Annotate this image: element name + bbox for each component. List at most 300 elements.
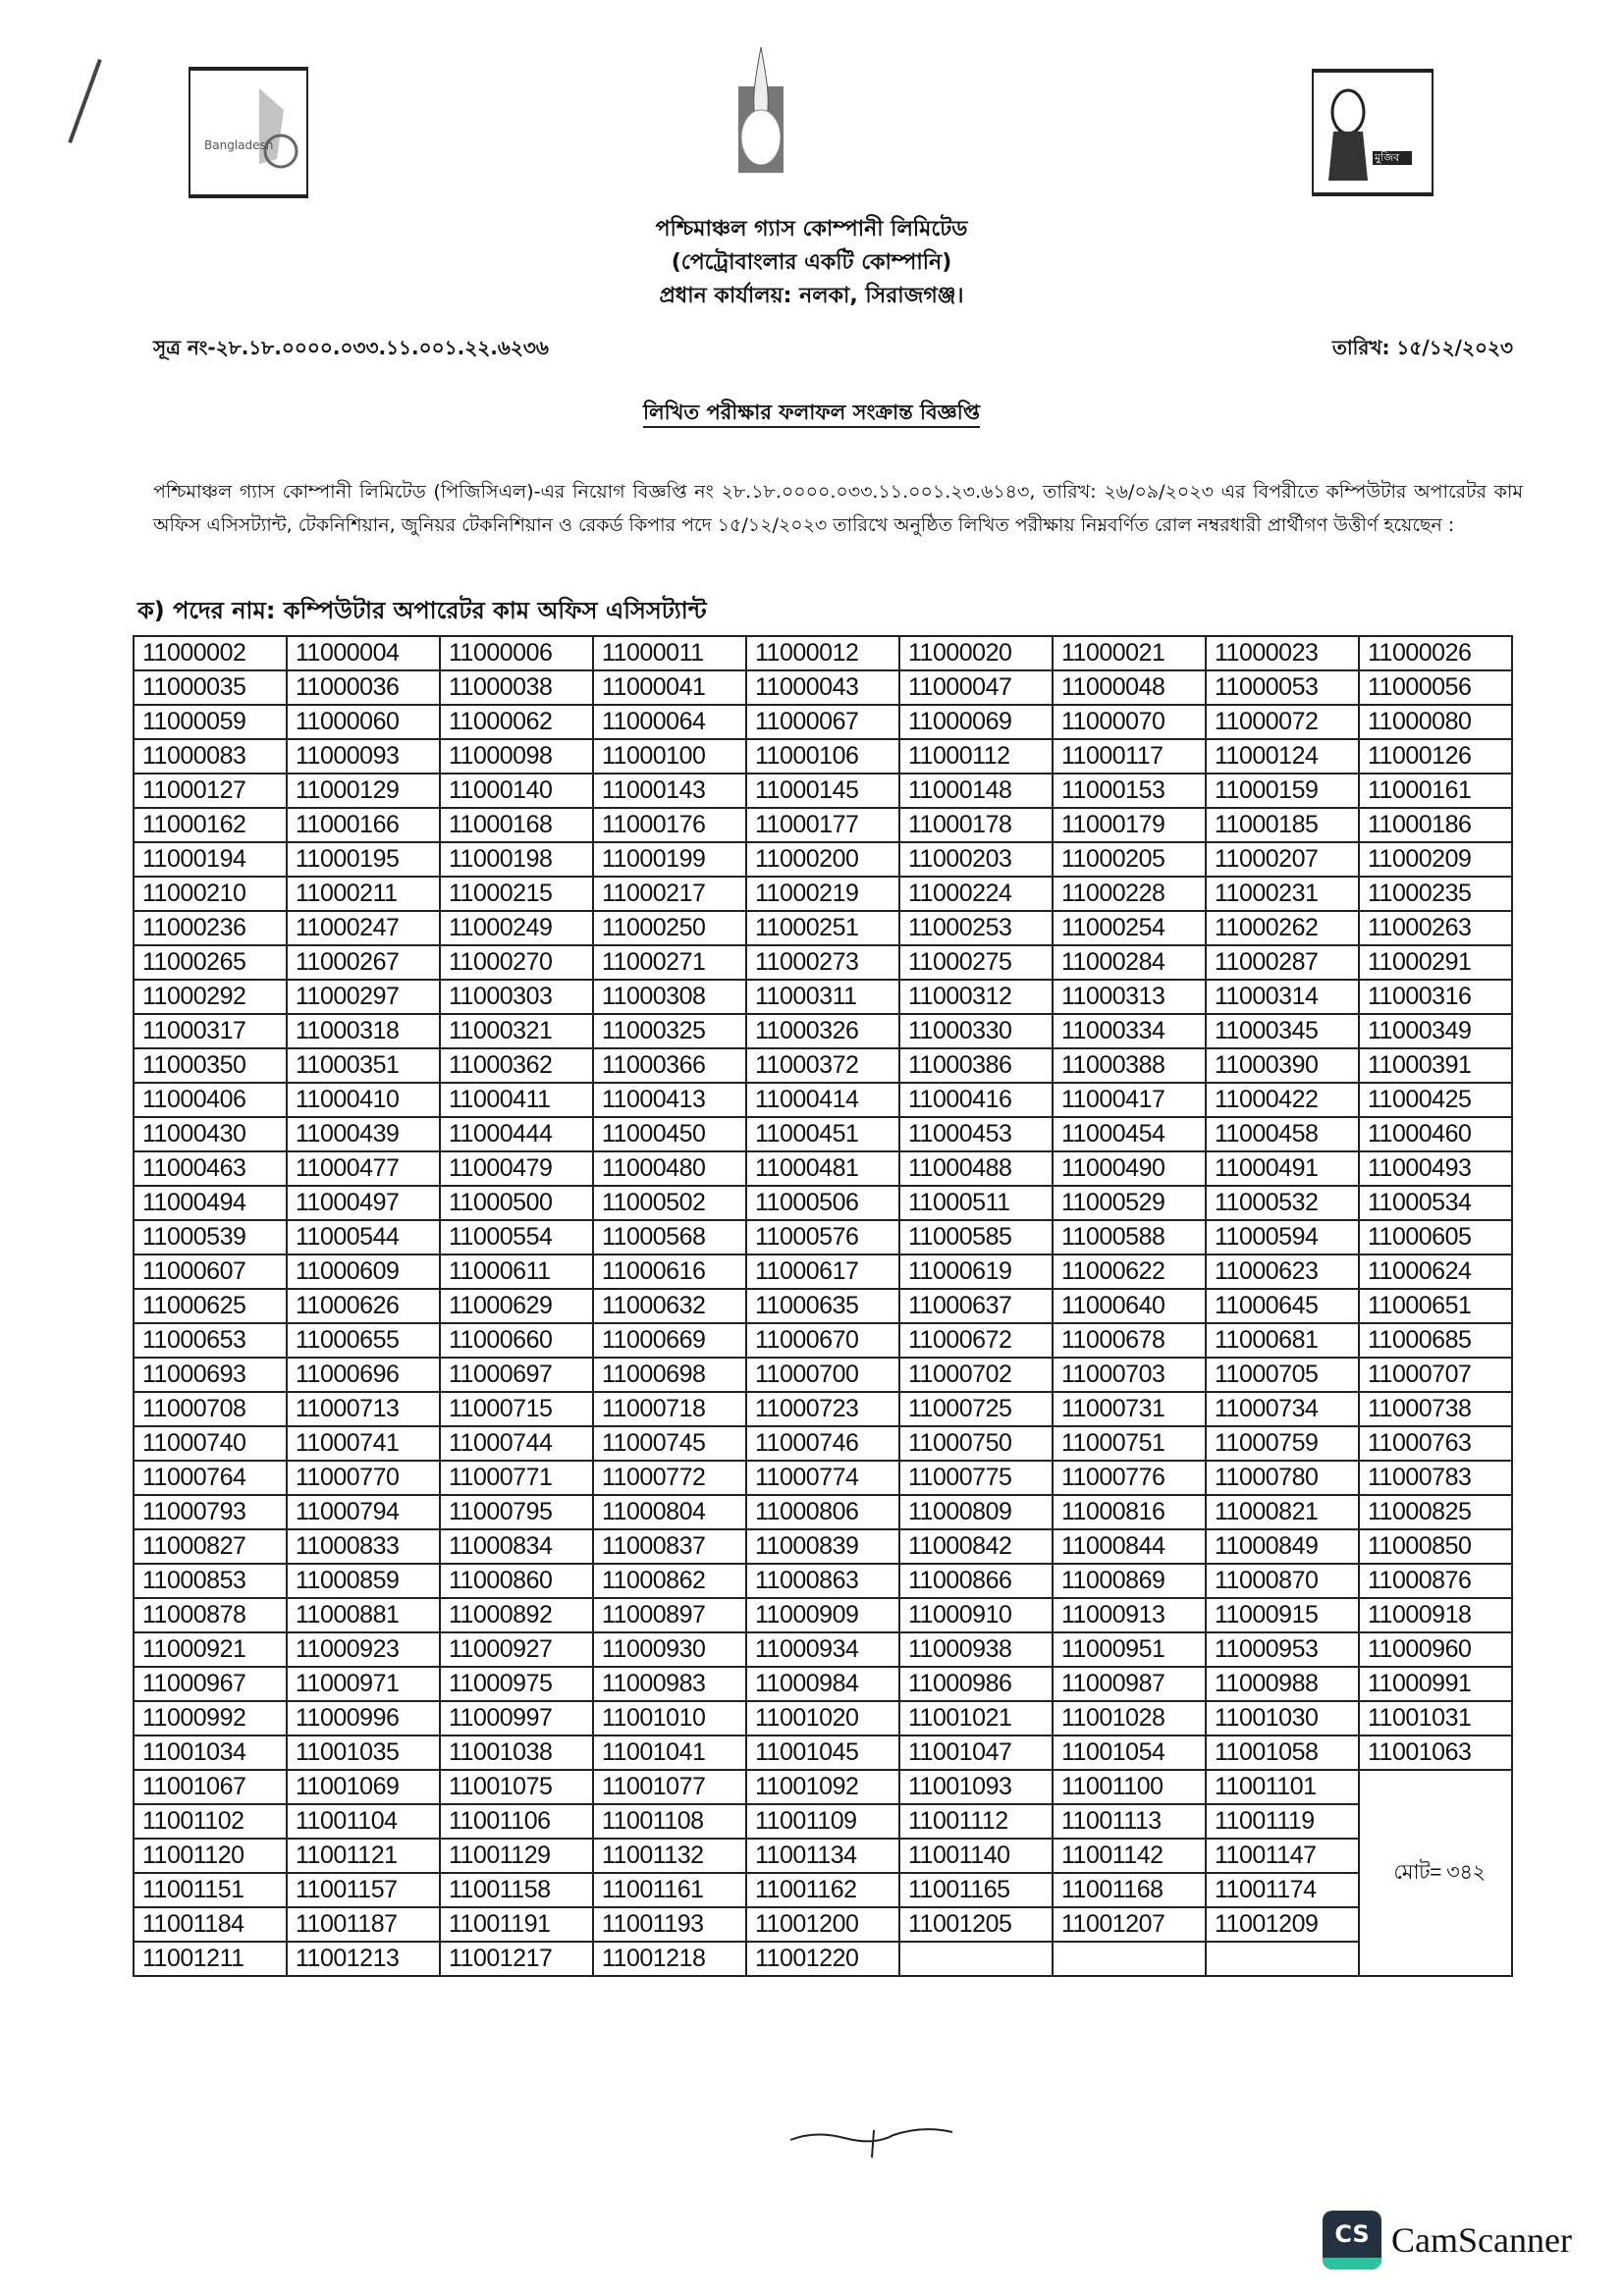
notice-title-text: লিখিত পরীক্ষার ফলাফল সংক্রান্ত বিজ্ঞপ্তি [643,400,980,428]
table-row [134,1839,1512,1873]
roll-cell: 11000143 [593,774,746,808]
roll-cell: 11000488 [899,1151,1053,1186]
roll-cell: 11001045 [746,1735,899,1770]
table-row [134,1255,1512,1289]
table-row [134,1735,1512,1770]
roll-cell: 11000411 [440,1083,593,1117]
roll-cell: 11000254 [1053,911,1206,945]
roll-cell: 11000350 [134,1048,287,1083]
roll-cell: 11001220 [746,1942,899,1976]
roll-cell: 11000129 [287,774,440,808]
roll-cell: 11000740 [134,1426,287,1461]
roll-cell: 11001168 [1053,1873,1206,1907]
roll-cell: 11000723 [746,1392,899,1426]
table-row [134,1048,1512,1083]
roll-cell: 11000938 [899,1632,1053,1667]
roll-cell: 11000069 [899,705,1053,739]
roll-cell: 11000734 [1206,1392,1359,1426]
table-row [134,1632,1512,1667]
roll-cell: 11000975 [440,1667,593,1701]
roll-cell: 11000386 [899,1048,1053,1083]
roll-cell: 11000881 [287,1598,440,1632]
roll-cell: 11000672 [899,1323,1053,1358]
table-row [134,1117,1512,1151]
roll-cell: 11001010 [593,1701,746,1735]
roll-cell: 11000669 [593,1323,746,1358]
roll-cell: 11000070 [1053,705,1206,739]
roll-cell: 11000923 [287,1632,440,1667]
roll-cell: 11001077 [593,1770,746,1804]
roll-cell: 11001108 [593,1804,746,1839]
roll-cell: 11000696 [287,1358,440,1392]
roll-cell: 11000529 [1053,1186,1206,1220]
roll-cell: 11000793 [134,1495,287,1529]
roll-cell: 11001162 [746,1873,899,1907]
table-row [134,808,1512,842]
roll-cell: 11000422 [1206,1083,1359,1117]
table-row [134,739,1512,774]
roll-cell: 11000827 [134,1529,287,1564]
roll-cell: 11000334 [1053,1014,1206,1048]
roll-cell [1206,1942,1359,1976]
roll-cell: 11000821 [1206,1495,1359,1529]
camscanner-label: CamScanner [1391,2220,1572,2260]
roll-cell: 11001187 [287,1907,440,1942]
roll-cell: 11000750 [899,1426,1053,1461]
roll-cell: 11000372 [746,1048,899,1083]
table-row [134,1186,1512,1220]
roll-cell: 11000477 [287,1151,440,1186]
roll-cell: 11000770 [287,1461,440,1495]
roll-cell: 11000772 [593,1461,746,1495]
roll-cell: 11000616 [593,1255,746,1289]
table-row [134,1083,1512,1117]
roll-cell: 11001129 [440,1839,593,1873]
roll-cell: 11000617 [746,1255,899,1289]
roll-cell: 11000731 [1053,1392,1206,1426]
table-row [134,1701,1512,1735]
roll-cell: 11001157 [287,1873,440,1907]
roll-cell: 11000878 [134,1598,287,1632]
table-row [134,1770,1512,1804]
roll-cell: 11000771 [440,1461,593,1495]
roll-cell: 11000127 [134,774,287,808]
roll-cell: 11000106 [746,739,899,774]
roll-cell: 11000217 [593,877,746,911]
roll-cell: 11000112 [899,739,1053,774]
roll-cell: 11000725 [899,1392,1053,1426]
roll-cell: 11000215 [440,877,593,911]
notice-date: তারিখ: ১৫/১২/২০২৩ [1331,336,1513,359]
roll-cell: 11001174 [1206,1873,1359,1907]
roll-cell: 11000176 [593,808,746,842]
roll-cell: 11000388 [1053,1048,1206,1083]
roll-cell: 11001113 [1053,1804,1206,1839]
roll-cell: 11000463 [134,1151,287,1186]
roll-cell: 11000318 [287,1014,440,1048]
roll-cell: 11000178 [899,808,1053,842]
roll-cell: 11000166 [287,808,440,842]
roll-cell: 11000971 [287,1667,440,1701]
roll-cell: 11000292 [134,980,287,1014]
roll-cell: 11000707 [1359,1358,1512,1392]
roll-cell: 11000067 [746,705,899,739]
roll-cell: 11001112 [899,1804,1053,1839]
signature [785,2120,982,2160]
roll-cell: 11001058 [1206,1735,1359,1770]
roll-cell: 11001100 [1053,1770,1206,1804]
roll-cell: 11000850 [1359,1529,1512,1564]
roll-cell: 11000236 [134,911,287,945]
roll-cell: 11000262 [1206,911,1359,945]
roll-cell: 11000481 [746,1151,899,1186]
roll-cell: 11000910 [899,1598,1053,1632]
roll-cell: 11000185 [1206,808,1359,842]
table-row [134,705,1512,739]
roll-cell: 11001161 [593,1873,746,1907]
table-row [134,774,1512,808]
table-row [134,877,1512,911]
roll-cell: 11000316 [1359,980,1512,1014]
roll-cell: 11000685 [1359,1323,1512,1358]
roll-cell: 11000291 [1359,945,1512,980]
roll-cell: 11000064 [593,705,746,739]
roll-cell: 11000490 [1053,1151,1206,1186]
roll-cell: 11000783 [1359,1461,1512,1495]
roll-cell: 11000918 [1359,1598,1512,1632]
roll-cell [1053,1942,1206,1976]
table-row [134,1392,1512,1426]
roll-cell: 11000576 [746,1220,899,1255]
roll-cell: 11000450 [593,1117,746,1151]
roll-cell: 11000053 [1206,670,1359,705]
roll-cell: 11000655 [287,1323,440,1358]
roll-cell: 11000745 [593,1426,746,1461]
roll-cell: 11000930 [593,1632,746,1667]
table-row [134,1323,1512,1358]
roll-cell: 11000203 [899,842,1053,877]
roll-cell: 11000207 [1206,842,1359,877]
roll-cell: 11000270 [440,945,593,980]
roll-cell: 11000317 [134,1014,287,1048]
table-row [134,1598,1512,1632]
roll-cell: 11000036 [287,670,440,705]
roll-cell: 11001063 [1359,1735,1512,1770]
camscanner-watermark [1323,2211,1572,2269]
roll-cell: 11000047 [899,670,1053,705]
roll-cell: 11000763 [1359,1426,1512,1461]
roll-cell: 11000200 [746,842,899,877]
roll-cell: 11000738 [1359,1392,1512,1426]
roll-cell: 11001119 [1206,1804,1359,1839]
roll-cell: 11000186 [1359,808,1512,842]
roll-cell: 11000741 [287,1426,440,1461]
roll-cell: 11000594 [1206,1220,1359,1255]
notice-title [0,397,1623,431]
roll-cell: 11000585 [899,1220,1053,1255]
roll-cell: 11000414 [746,1083,899,1117]
table-row [134,980,1512,1014]
roll-cell: 11000080 [1359,705,1512,739]
roll-cell: 11000043 [746,670,899,705]
roll-cell: 11000194 [134,842,287,877]
roll-cell: 11000249 [440,911,593,945]
roll-cell: 11000219 [746,877,899,911]
roll-cell: 11001109 [746,1804,899,1839]
roll-cell: 11000833 [287,1529,440,1564]
table-row [134,1426,1512,1461]
table-row [134,1907,1512,1942]
roll-cell: 11000626 [287,1289,440,1323]
roll-cell: 11000345 [1206,1014,1359,1048]
total-count: মোট= ৩৪২ [1359,1770,1512,1976]
roll-cell: 11000746 [746,1426,899,1461]
roll-cell: 11000312 [899,980,1053,1014]
roll-cell: 11000806 [746,1495,899,1529]
roll-cell: 11001121 [287,1839,440,1873]
roll-cell: 11000308 [593,980,746,1014]
roll-cell: 11000892 [440,1598,593,1632]
logo-right-label: মুজিব [1375,151,1400,164]
roll-cell: 11001151 [134,1873,287,1907]
roll-cell: 11001069 [287,1770,440,1804]
roll-cell: 11000444 [440,1117,593,1151]
roll-cell: 11000454 [1053,1117,1206,1151]
roll-cell: 11000703 [1053,1358,1206,1392]
roll-cell: 11000632 [593,1289,746,1323]
org-name: পশ্চিমাঞ্চল গ্যাস কোম্পানী লিমিটেড [655,217,968,241]
roll-cell: 11000205 [1053,842,1206,877]
roll-cell: 11000479 [440,1151,593,1186]
roll-cell: 11000284 [1053,945,1206,980]
roll-cell: 11000451 [746,1117,899,1151]
roll-cell: 11000413 [593,1083,746,1117]
roll-cell: 11000697 [440,1358,593,1392]
roll-cell: 11000048 [1053,670,1206,705]
roll-cell: 11000251 [746,911,899,945]
roll-cell: 11001047 [899,1735,1053,1770]
roll-cell: 11000168 [440,808,593,842]
roll-cell: 11000622 [1053,1255,1206,1289]
logo-left-label: Bangladesh [204,138,274,152]
roll-cell: 11000177 [746,808,899,842]
roll-cell: 11000500 [440,1186,593,1220]
roll-cell: 11000012 [746,636,899,670]
roll-cell: 11000351 [287,1048,440,1083]
roll-cell: 11000210 [134,877,287,911]
roll-cell: 11000209 [1359,842,1512,877]
roll-cell: 11000774 [746,1461,899,1495]
roll-cell: 11001132 [593,1839,746,1873]
roll-cell: 11000670 [746,1323,899,1358]
roll-cell: 11001147 [1206,1839,1359,1873]
roll-cell: 11000645 [1206,1289,1359,1323]
roll-cell: 11001120 [134,1839,287,1873]
roll-cell: 11000986 [899,1667,1053,1701]
roll-cell: 11000705 [1206,1358,1359,1392]
roll-cell: 11000744 [440,1426,593,1461]
roll-cell: 11000532 [1206,1186,1359,1220]
roll-cell: 11001218 [593,1942,746,1976]
roll-cell: 11000098 [440,739,593,774]
org-subtitle: (পেট্রোবাংলার একটি কোম্পানি) [671,250,952,275]
roll-cell: 11000804 [593,1495,746,1529]
roll-cell: 11000273 [746,945,899,980]
roll-cell: 11000179 [1053,808,1206,842]
roll-cell: 11000544 [287,1220,440,1255]
roll-cell: 11000020 [899,636,1053,670]
roll-cell: 11000909 [746,1598,899,1632]
roll-cell: 11000700 [746,1358,899,1392]
roll-cell: 11000991 [1359,1667,1512,1701]
roll-cell: 11001142 [1053,1839,1206,1873]
roll-cell: 11000267 [287,945,440,980]
roll-cell: 11000605 [1359,1220,1512,1255]
roll-cell: 11000842 [899,1529,1053,1564]
roll-cell: 11001211 [134,1942,287,1976]
roll-cell: 11000759 [1206,1426,1359,1461]
roll-cell: 11000126 [1359,739,1512,774]
roll-cell: 11000072 [1206,705,1359,739]
roll-cell: 11000708 [134,1392,287,1426]
roll-cell: 11000366 [593,1048,746,1083]
roll-cell: 11000362 [440,1048,593,1083]
roll-cell: 11000314 [1206,980,1359,1014]
roll-cell: 11000713 [287,1392,440,1426]
roll-cell: 11001193 [593,1907,746,1942]
roll-cell: 11000038 [440,670,593,705]
table-row [134,1873,1512,1907]
roll-cell: 11000021 [1053,636,1206,670]
roll-cell: 11000506 [746,1186,899,1220]
roll-cell: 11000987 [1053,1667,1206,1701]
roll-cell: 11000247 [287,911,440,945]
roll-cell: 11000693 [134,1358,287,1392]
roll-cell: 11000853 [134,1564,287,1598]
roll-cell: 11001035 [287,1735,440,1770]
roll-cell: 11001101 [1206,1770,1359,1804]
roll-cell: 11001165 [899,1873,1053,1907]
roll-cell: 11001213 [287,1942,440,1976]
roll-cell: 11000321 [440,1014,593,1048]
roll-cell: 11000795 [440,1495,593,1529]
roll-cell: 11000330 [899,1014,1053,1048]
roll-cell: 11000390 [1206,1048,1359,1083]
roll-cell: 11000263 [1359,911,1512,945]
roll-cell: 11000265 [134,945,287,980]
roll-cell: 11000460 [1359,1117,1512,1151]
roll-cell: 11000271 [593,945,746,980]
camscanner-icon: CS [1323,2211,1381,2269]
roll-cell: 11000453 [899,1117,1053,1151]
roll-cell: 11001200 [746,1907,899,1942]
roll-cell: 11000439 [287,1117,440,1151]
roll-cell: 11000996 [287,1701,440,1735]
roll-cell: 11000416 [899,1083,1053,1117]
roll-cell: 11000480 [593,1151,746,1186]
roll-cell: 11000391 [1359,1048,1512,1083]
roll-cell: 11000988 [1206,1667,1359,1701]
roll-cell: 11000718 [593,1392,746,1426]
roll-cell: 11001134 [746,1839,899,1873]
roll-cell: 11001104 [287,1804,440,1839]
roll-cell: 11000224 [899,877,1053,911]
roll-cell: 11000004 [287,636,440,670]
roll-cell: 11000876 [1359,1564,1512,1598]
roll-cell: 11000651 [1359,1289,1512,1323]
roll-cell: 11000250 [593,911,746,945]
roll-cell: 11000417 [1053,1083,1206,1117]
table-row [134,1289,1512,1323]
roll-cell: 11000511 [899,1186,1053,1220]
roll-cell: 11000311 [746,980,899,1014]
roll-cell: 11000425 [1359,1083,1512,1117]
roll-cell: 11000678 [1053,1323,1206,1358]
post-title: ক) পদের নাম: কম্পিউটার অপারেটর কাম অফিস এসিসট্যান্ট [137,597,707,624]
roll-cell: 11000780 [1206,1461,1359,1495]
roll-cell: 11001140 [899,1839,1053,1873]
roll-cell: 11000623 [1206,1255,1359,1289]
table-row [134,1529,1512,1564]
roll-cell: 11000026 [1359,636,1512,670]
roll-cell: 11001102 [134,1804,287,1839]
roll-cell: 11001031 [1359,1701,1512,1735]
roll-cell: 11000100 [593,739,746,774]
roll-cell: 11000837 [593,1529,746,1564]
table-row [134,1220,1512,1255]
roll-cell: 11000325 [593,1014,746,1048]
roll-cell: 11000866 [899,1564,1053,1598]
roll-cell: 11000093 [287,739,440,774]
roll-cell: 11000609 [287,1255,440,1289]
roll-cell: 11000124 [1206,739,1359,774]
roll-cell: 11000145 [746,774,899,808]
table-row [134,1564,1512,1598]
roll-cell: 11000162 [134,808,287,842]
roll-cell: 11000897 [593,1598,746,1632]
mujib-100-logo [1312,69,1434,196]
roll-cell: 11000041 [593,670,746,705]
roll-cell: 11000011 [593,636,746,670]
roll-cell [899,1942,1053,1976]
roll-cell: 11000860 [440,1564,593,1598]
roll-cell: 11000960 [1359,1632,1512,1667]
roll-cell: 11000231 [1206,877,1359,911]
roll-cell: 11000006 [440,636,593,670]
roll-cell: 11000953 [1206,1632,1359,1667]
table-row [134,1014,1512,1048]
roll-cell: 11000235 [1359,877,1512,911]
roll-cell: 11000681 [1206,1323,1359,1358]
bangladesh-50-logo [189,67,308,198]
roll-cell: 11001093 [899,1770,1053,1804]
roll-cell: 11000625 [134,1289,287,1323]
roll-cell: 11000863 [746,1564,899,1598]
roll-cell: 11001034 [134,1735,287,1770]
roll-cell: 11000430 [134,1117,287,1151]
roll-cell: 11000494 [134,1186,287,1220]
roll-cell: 11000313 [1053,980,1206,1014]
roll-cell: 11000253 [899,911,1053,945]
roll-cell: 11000619 [899,1255,1053,1289]
roll-cell: 11000035 [134,670,287,705]
roll-cell: 11001209 [1206,1907,1359,1942]
roll-cell: 11000349 [1359,1014,1512,1048]
roll-cell: 11000406 [134,1083,287,1117]
roll-cell: 11000458 [1206,1117,1359,1151]
table-row [134,911,1512,945]
roll-cell: 11000921 [134,1632,287,1667]
